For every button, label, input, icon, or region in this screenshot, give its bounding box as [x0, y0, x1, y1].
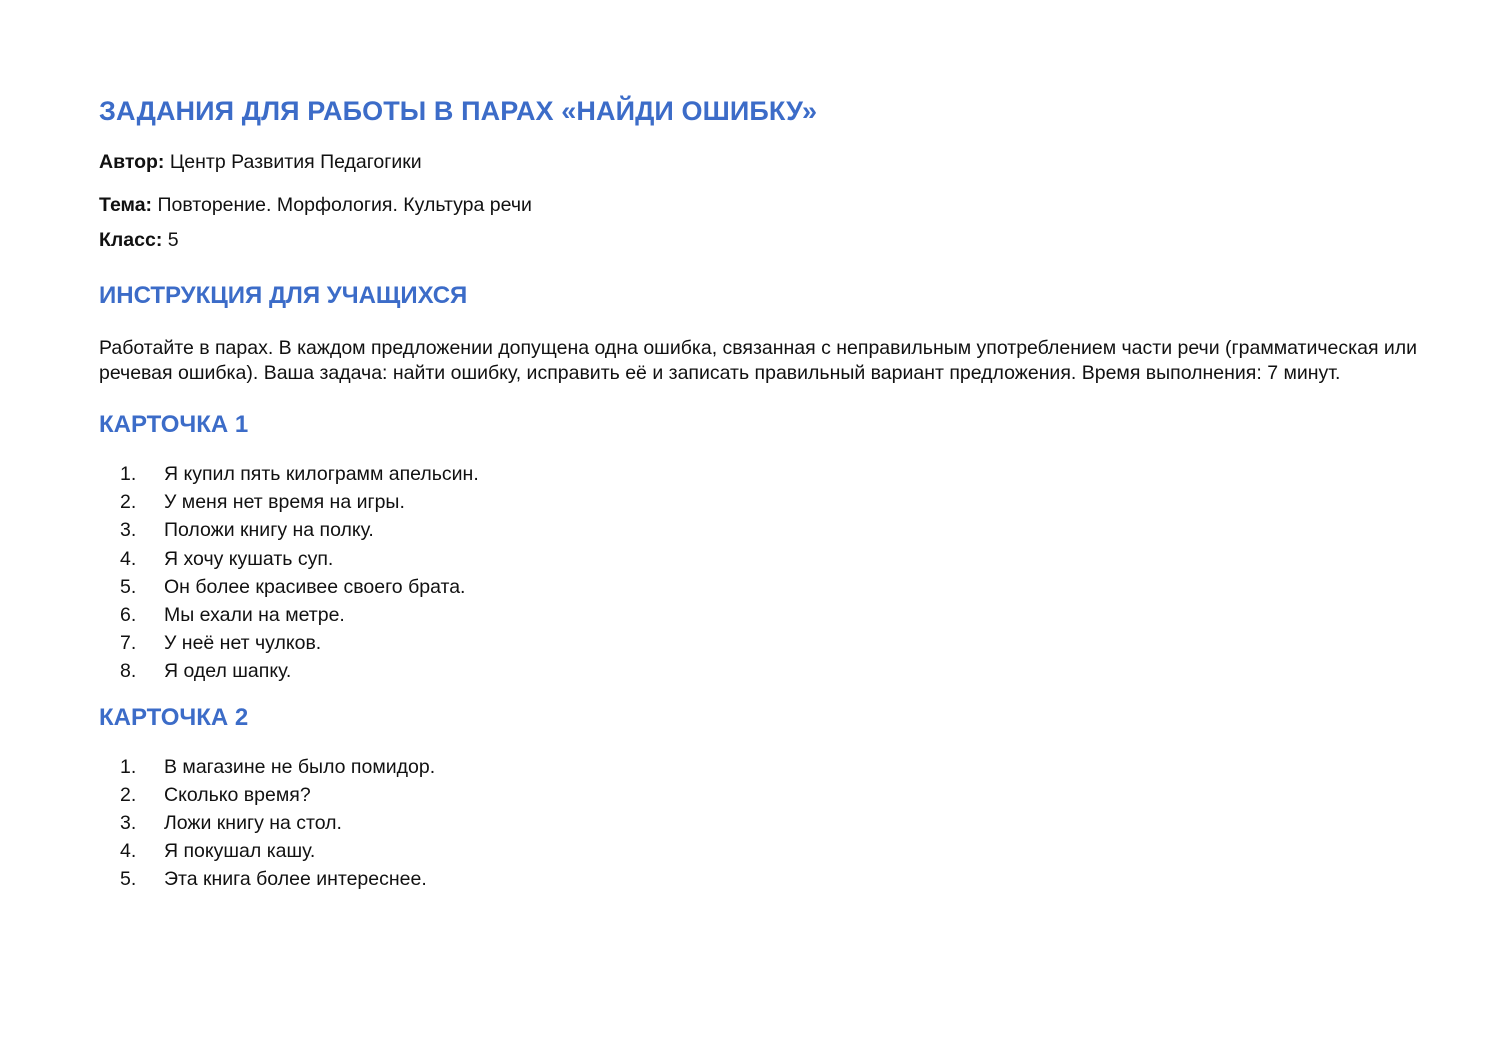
- topic-value: Повторение. Морфология. Культура речи: [152, 194, 532, 216]
- author-value: Центр Развития Педагогики: [164, 151, 422, 173]
- item-number: 3.: [120, 519, 137, 542]
- item-number: 1.: [120, 755, 137, 778]
- list-item: [99, 516, 1430, 544]
- item-text: Я купил пять килограмм апельсин.: [164, 463, 479, 485]
- item-number: 7.: [120, 632, 137, 655]
- list-item: [99, 865, 1430, 893]
- instruction-heading: ИНСТРУКЦИЯ ДЛЯ УЧАЩИХСЯ: [99, 282, 468, 309]
- item-text: У меня нет время на игры.: [164, 491, 405, 514]
- item-number: 4.: [120, 547, 137, 570]
- item-number: 5.: [120, 868, 137, 891]
- list-item: [99, 781, 1430, 809]
- item-text: Он более красивее своего брата.: [164, 575, 466, 598]
- item-number: 5.: [120, 575, 137, 598]
- meta-topic: [99, 192, 1430, 218]
- item-text: Я хочу кушать суп.: [164, 547, 334, 570]
- item-text: Эта книга более интереснее.: [164, 868, 427, 891]
- item-number: 3.: [120, 812, 137, 835]
- list-item: [99, 488, 1430, 516]
- item-text: Ложи книгу на стол.: [164, 812, 342, 835]
- item-text: В магазине не было помидор.: [164, 755, 436, 778]
- list-item: [99, 601, 1430, 629]
- card2-list: [99, 753, 1430, 894]
- item-number: 1.: [120, 463, 137, 485]
- class-value: 5: [162, 229, 179, 251]
- item-text: Я одел шапку.: [164, 660, 292, 683]
- card2-heading: КАРТОЧКА 2: [99, 703, 249, 731]
- document-title: ЗАДАНИЯ ДЛЯ РАБОТЫ В ПАРАХ «НАЙДИ ОШИБКУ»: [99, 96, 818, 126]
- list-item: [99, 809, 1430, 837]
- item-text: Мы ехали на метре.: [164, 604, 345, 627]
- item-number: 8.: [120, 660, 137, 683]
- item-text: У неё нет чулков.: [164, 632, 322, 655]
- list-item: [99, 460, 1430, 488]
- card1-heading: КАРТОЧКА 1: [99, 411, 249, 438]
- card1-list: [99, 460, 1430, 686]
- author-label: Автор:: [99, 151, 165, 173]
- list-item: [99, 657, 1430, 685]
- list-item: [99, 629, 1430, 657]
- list-item: [99, 753, 1430, 781]
- item-text: Положи книгу на полку.: [164, 519, 374, 542]
- list-item: [99, 545, 1430, 573]
- meta-class: [99, 227, 1430, 253]
- item-number: 2.: [120, 491, 137, 514]
- item-text: Сколько время?: [164, 783, 311, 806]
- list-item: [99, 837, 1430, 865]
- item-number: 6.: [120, 604, 137, 627]
- meta-author: [99, 149, 1430, 175]
- item-number: 4.: [120, 840, 137, 863]
- list-item: [99, 573, 1430, 601]
- topic-label: Тема:: [99, 194, 153, 216]
- item-number: 2.: [120, 783, 137, 806]
- item-text: Я покушал кашу.: [164, 840, 316, 863]
- instruction-text: Работайте в парах. В каждом предложении допущена одна ошибка, связанная с неправильным употреблением части речи (грамматическая или речевая ошибка). Ваша задача: найти ошибку, исправить её и записать правильный вариант предложения. Время выполнения: 7 минут.: [99, 337, 1418, 384]
- class-label: Класс:: [99, 229, 163, 251]
